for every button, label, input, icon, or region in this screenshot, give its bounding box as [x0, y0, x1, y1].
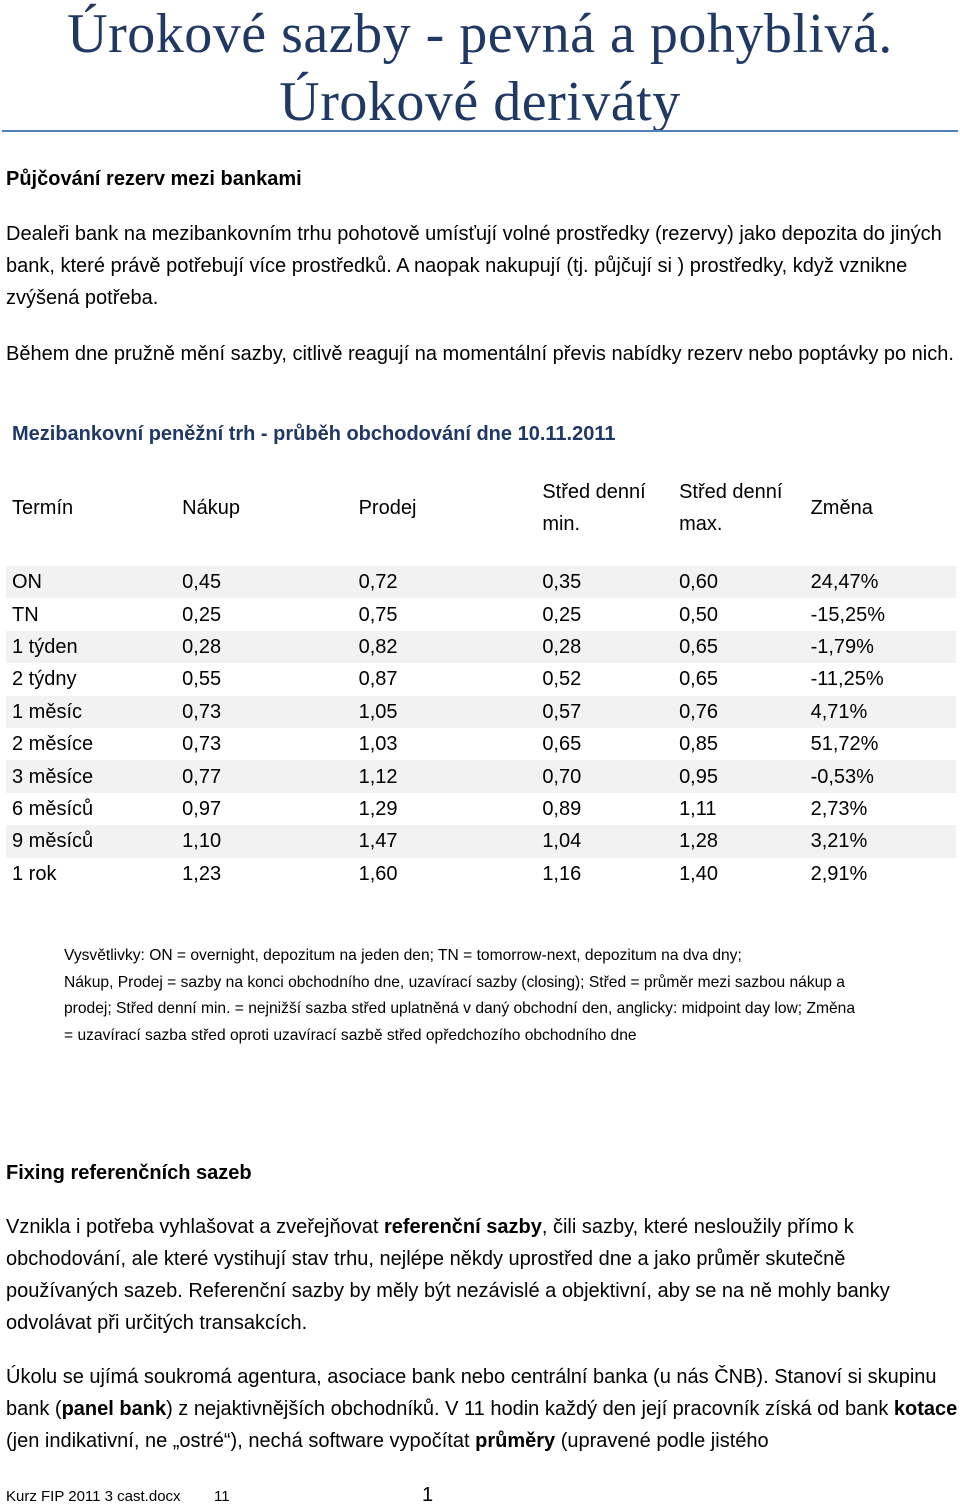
cell-term: 2 týdny [12, 668, 77, 691]
cell-change: -15,25% [810, 603, 886, 626]
paragraph-dealers: Dealeři bank na mezibankovním trhu pohotově umísťují volné prostředky (rezervy) jako depozita do jiných bank, které právě potřebují více prostředků. A naopak nakupují (tj. půjčují si ) prostředky, když vznikne zvýšená potřeba. [6, 223, 942, 309]
cell-mid-min: 0,70 [536, 760, 673, 792]
cell-bid: 0,28 [176, 631, 352, 663]
cell-change: 2,73% [810, 797, 868, 820]
text-run: (upravené podle jistého [555, 1430, 769, 1452]
cell-mid-max: 0,65 [679, 668, 718, 691]
table-row [6, 598, 956, 630]
table-title: Mezibankovní peněžní trh - průběh obchodování dne 10.11.2011 [12, 423, 616, 445]
notes-line: = uzavírací sazba střed oproti uzavírací sazbě střed opředchozího obchodního dne [64, 1026, 637, 1044]
paragraph-reference-rates [6, 1211, 958, 1339]
section-heading-reserves: Půjčování rezerv mezi bankami [6, 168, 302, 190]
cell-change: 51,72% [810, 733, 879, 756]
header-term: Termín [12, 497, 74, 519]
cell-ask: 1,12 [353, 760, 537, 792]
table-row [6, 793, 956, 825]
cell-bid: 0,25 [182, 603, 222, 626]
header-mid-min: Střed denní min. [542, 481, 646, 535]
cell-mid-max: 1,40 [679, 862, 718, 885]
rates-table [6, 476, 956, 890]
cell-ask: 1,05 [353, 696, 537, 728]
table-row [6, 696, 956, 728]
cell-term: 2 měsíce [12, 733, 94, 756]
cell-change: 2,91% [810, 862, 868, 885]
text-run: Úkolu se ujímá soukromá agentura, asociace bank nebo centrální banka (u nás ČNB). Stanoví si skupinu bank ( [6, 1366, 937, 1420]
table-row [6, 825, 956, 857]
cell-ask: 1,29 [358, 797, 398, 820]
cell-mid-max: 0,76 [673, 696, 805, 728]
cell-change: 24,47% [805, 566, 956, 598]
cell-mid-min: 0,89 [542, 797, 582, 820]
cell-ask: 1,03 [358, 733, 398, 756]
cell-ask: 0,82 [353, 631, 537, 663]
header-change: Změna [810, 497, 873, 519]
explanation-notes [64, 943, 954, 1049]
cell-mid-min: 0,35 [536, 566, 673, 598]
cell-bid: 0,97 [182, 797, 222, 820]
cell-bid: 0,55 [182, 668, 222, 691]
header-bid: Nákup [182, 497, 240, 519]
cell-mid-min: 1,04 [536, 825, 673, 857]
bold-term-quotes: kotace [893, 1398, 958, 1420]
table-row [6, 631, 956, 663]
cell-mid-max: 1,28 [673, 825, 805, 857]
cell-term: 1 týden [6, 631, 176, 663]
paragraph-rates-change: Během dne pružně mění sazby, citlivě reagují na momentální převis nabídky rezerv nebo poptávky po nich. [6, 343, 954, 365]
notes-line: Nákup, Prodej = sazby na konci obchodního dne, uzavírací sazby (closing); Střed = průměr mezi sazbou nákup a [64, 973, 845, 991]
cell-term: 9 měsíců [6, 825, 176, 857]
text-run: ) z nejaktivnějších obchodníků. V 11 hodin každý den její pracovník získá od bank [166, 1398, 894, 1420]
table-row [6, 858, 956, 890]
table-row [6, 760, 956, 792]
cell-mid-max: 1,11 [679, 797, 717, 820]
bold-term-averages: průměry [475, 1430, 556, 1452]
title-line-1: Úrokové sazby - pevná a pohyblivá. [67, 3, 893, 65]
cell-term: ON [6, 566, 176, 598]
page-title [0, 0, 960, 136]
cell-term: TN [12, 603, 39, 626]
cell-ask: 0,87 [358, 668, 398, 691]
cell-ask: 1,47 [353, 825, 537, 857]
bold-term-panel-bank: panel bank [61, 1398, 167, 1420]
cell-change: -1,79% [805, 631, 956, 663]
text-run: , čili sazby, které nesloužily přímo k obchodování, ale které vystihují stav trhu, nejlépe někdy uprostřed dne a jako průměr skutečně používaných sazeb. Referenční sazby by měly být nezávislé a objektivní, aby se na ně mohly banky odvolávat při určitých transakcích. [6, 1216, 890, 1334]
cell-mid-min: 0,65 [542, 733, 582, 756]
cell-term: 3 měsíce [6, 760, 176, 792]
cell-mid-min: 0,28 [536, 631, 673, 663]
bold-term-reference-rates: referenční sazby [383, 1216, 542, 1238]
cell-bid: 0,73 [176, 696, 352, 728]
cell-term: 1 rok [12, 862, 57, 885]
title-divider [2, 130, 958, 132]
header-ask: Prodej [358, 497, 417, 519]
footer-filename: Kurz FIP 2011 3 cast.docx [6, 1488, 181, 1505]
cell-term: 1 měsíc [6, 696, 176, 728]
paragraph-agency [6, 1361, 958, 1457]
cell-bid: 1,23 [182, 862, 222, 885]
cell-mid-min: 0,25 [542, 603, 582, 626]
cell-change: -11,25% [810, 668, 884, 691]
text-run: Vznikla i potřeba vyhlašovat a zveřejňovat [6, 1216, 384, 1238]
cell-ask: 1,60 [358, 862, 398, 885]
cell-bid: 1,10 [176, 825, 352, 857]
footer-page-number: 1 [422, 1484, 434, 1506]
cell-change: -0,53% [805, 760, 956, 792]
cell-mid-min: 1,16 [542, 862, 582, 885]
footer-page-ref: 11 [214, 1488, 230, 1505]
cell-bid: 0,77 [176, 760, 352, 792]
section-heading-fixing: Fixing referenčních sazeb [6, 1162, 252, 1184]
cell-ask: 0,72 [353, 566, 537, 598]
cell-mid-max: 0,50 [679, 603, 718, 626]
cell-ask: 0,75 [358, 603, 398, 626]
table-row [6, 728, 956, 760]
notes-line: Vysvětlivky: ON = overnight, depozitum na jeden den; TN = tomorrow-next, depozitum na dva dny; [64, 947, 742, 964]
cell-mid-min: 0,52 [542, 668, 582, 691]
header-mid-max: Střed denní max. [679, 481, 783, 535]
cell-change: 4,71% [805, 696, 956, 728]
cell-mid-max: 0,65 [673, 631, 805, 663]
cell-mid-min: 0,57 [536, 696, 673, 728]
title-line-2: Úrokové deriváty [279, 71, 681, 133]
cell-bid: 0,45 [176, 566, 352, 598]
cell-mid-max: 0,95 [673, 760, 805, 792]
table-row [6, 663, 956, 695]
cell-bid: 0,73 [182, 733, 222, 756]
table-header-row [6, 476, 956, 540]
cell-change: 3,21% [805, 825, 956, 857]
cell-mid-max: 0,85 [679, 733, 718, 756]
cell-term: 6 měsíců [12, 797, 94, 820]
text-run: (jen indikativní, ne „ostré“), nechá software vypočítat [6, 1430, 476, 1452]
notes-line: prodej; Střed denní min. = nejnižší sazba střed uplatněná v daný obchodní den, anglicky: midpoint day low; Změna [64, 1000, 855, 1017]
table-row [6, 566, 956, 598]
cell-mid-max: 0,60 [673, 566, 805, 598]
